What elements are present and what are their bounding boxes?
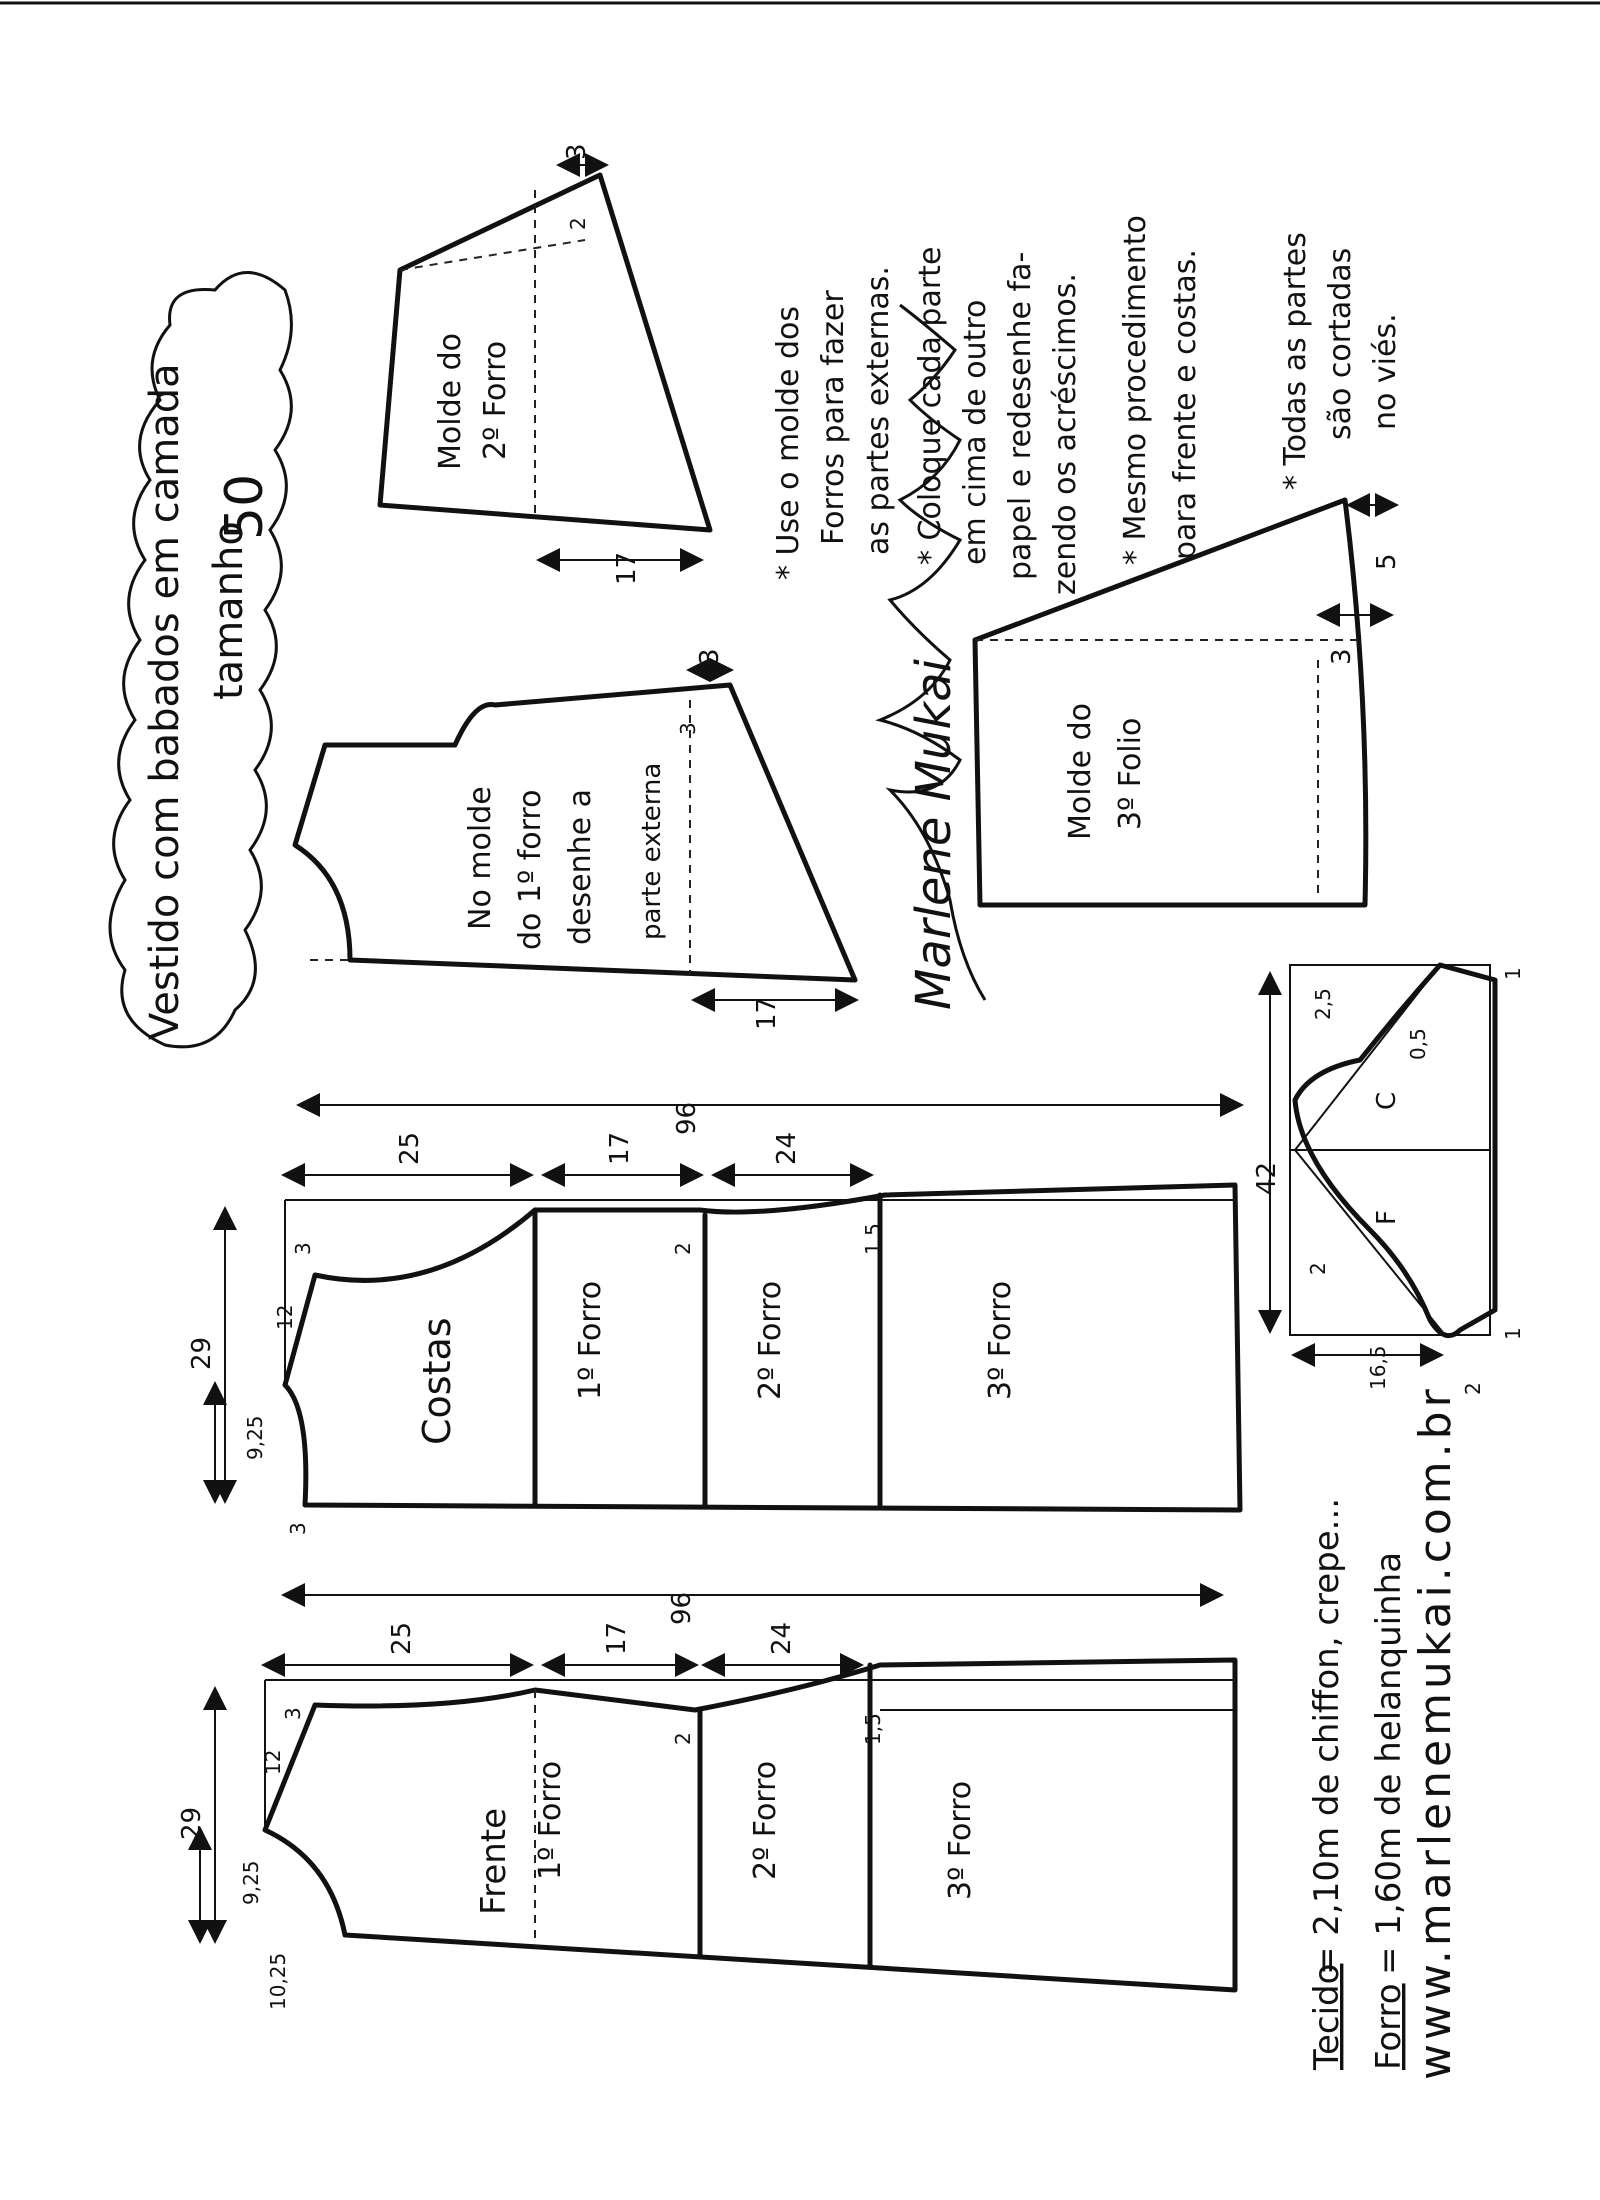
molde-1-label-1: No molde <box>463 786 498 930</box>
costas-sec-3: 3º Forro <box>983 1280 1018 1400</box>
sleeve-dim-e: 1 <box>1501 1327 1525 1340</box>
sleeve-dim-f: 16,5 <box>1366 1345 1390 1390</box>
costas-neck-d: 3 <box>286 1522 310 1535</box>
materials-forro-label: Forro <box>1369 1983 1409 2070</box>
note-1: * Use o molde dos <box>771 306 806 580</box>
sleeve-dim-b: 0,5 <box>1406 1028 1430 1060</box>
molde-1-dim-top: 3 <box>695 648 725 665</box>
molde-2-label-1: Molde do <box>433 332 468 470</box>
costas-shoulder: 12 <box>273 1304 297 1330</box>
title-line-1: Vestido com babados em camada <box>142 363 188 1040</box>
sleeve-dim-c: 1 <box>1501 967 1525 980</box>
sleeve-width: 42 <box>1252 1161 1282 1195</box>
frente-hip-b: 1,5 <box>861 1713 885 1745</box>
molde-2-dim-top: 3 <box>562 143 592 160</box>
materials-block <box>1307 1498 1409 2071</box>
molde-3-dim-inner: 3 <box>1327 648 1357 665</box>
molde-2-outline <box>380 175 710 530</box>
materials-tecido-label: Tecido <box>1307 1963 1347 2070</box>
title-line-2: tamanho <box>206 521 252 700</box>
frente-shoulder-drop: 3 <box>281 1707 305 1720</box>
notes-block <box>771 215 1403 595</box>
costas-shoulder-drop: 3 <box>291 1242 315 1255</box>
molde-3-label-2: 3º Folio <box>1113 717 1148 830</box>
molde-2-forro <box>380 143 710 585</box>
note-4: * Coloque cada parte <box>913 246 948 565</box>
frente-sec-2: 2º Forro <box>748 1760 783 1880</box>
frente-shoulder: 12 <box>261 1749 285 1775</box>
frente-piece <box>177 1592 1235 2010</box>
note-5: em cima de outro <box>958 299 993 565</box>
title-block <box>110 273 291 1047</box>
molde-2-label-2: 2º Forro <box>478 340 513 460</box>
frente-neck-d: 10,25 <box>266 1952 290 2010</box>
note-11: são cortadas <box>1323 247 1358 440</box>
costas-neck-w: 9,25 <box>243 1415 267 1460</box>
molde-1-dim-side: 17 <box>752 996 782 1030</box>
molde-2-dim-side: 17 <box>612 551 642 585</box>
costas-s1: 25 <box>395 1131 425 1165</box>
molde-2-dim-inner: 2 <box>566 217 590 230</box>
note-8: * Mesmo procedimento <box>1118 215 1153 565</box>
costas-total: 96 <box>672 1101 702 1135</box>
signature-text: Marlene Mukai <box>906 658 962 1010</box>
molde-1-label-4: parte externa <box>637 762 667 940</box>
note-9: para frente e costas. <box>1168 249 1203 560</box>
frente-neck-w: 9,25 <box>239 1860 263 1905</box>
website-url: www.marlenemukai.com.br <box>1410 1385 1461 2080</box>
frente-sec-1: 1º Forro <box>533 1760 568 1880</box>
frente-sec-3: 3º Forro <box>943 1780 978 1900</box>
frente-label: Frente <box>474 1807 514 1915</box>
note-3: as partes externas. <box>861 266 896 555</box>
frente-s3: 24 <box>767 1621 797 1655</box>
sleeve-dim-a: 2,5 <box>1311 988 1335 1020</box>
title-cloud-outline <box>110 273 291 1047</box>
costas-hip-b: 1,5 <box>861 1223 885 1255</box>
molde-1-dim-inner: 3 <box>676 722 700 735</box>
costas-s3: 24 <box>772 1131 802 1165</box>
molde-1-label-3: desenhe a <box>563 789 598 945</box>
materials-tecido: = 2,10m de chiffon, crepe... <box>1307 1497 1347 1975</box>
materials-forro: = 1,60m de helanquinha <box>1369 1551 1409 1975</box>
molde-3-dim-top: 5 <box>1372 553 1402 570</box>
molde-3-label-1: Molde do <box>1063 702 1098 840</box>
note-6: papel e redesenhe fa- <box>1003 251 1038 580</box>
frente-half-width: 29 <box>177 1806 207 1840</box>
note-7: zendo os acréscimos. <box>1048 273 1083 595</box>
sleeve-letter-c: C <box>1372 1091 1402 1110</box>
sleeve-letter-f: F <box>1372 1210 1402 1225</box>
sleeve-piece <box>1252 965 1525 1395</box>
sleeve-diag-2 <box>1295 1150 1445 1335</box>
frente-s1: 25 <box>387 1621 417 1655</box>
note-12: no viés. <box>1368 313 1403 430</box>
molde-1-forro <box>295 648 855 1030</box>
title-size: 50 <box>215 473 275 540</box>
costas-sec-2: 2º Forro <box>753 1280 788 1400</box>
sleeve-dim-g: 2 <box>1461 1382 1485 1395</box>
costas-half-width: 29 <box>187 1336 217 1370</box>
note-10: * Todas as partes <box>1278 232 1313 490</box>
frente-total: 96 <box>667 1591 697 1625</box>
molde-1-label-2: do 1º forro <box>513 789 548 950</box>
costas-piece <box>187 1102 1240 1535</box>
sleeve-dim-d: 2 <box>1306 1262 1330 1275</box>
costas-hip-a: 2 <box>671 1242 695 1255</box>
costas-label: Costas <box>415 1317 459 1445</box>
frente-s2: 17 <box>602 1621 632 1655</box>
note-2: Forros para fazer <box>816 290 851 545</box>
molde-3-forro <box>975 500 1402 905</box>
costas-sec-1: 1º Forro <box>573 1280 608 1400</box>
frente-hip-a: 2 <box>671 1732 695 1745</box>
costas-s2: 17 <box>605 1131 635 1165</box>
